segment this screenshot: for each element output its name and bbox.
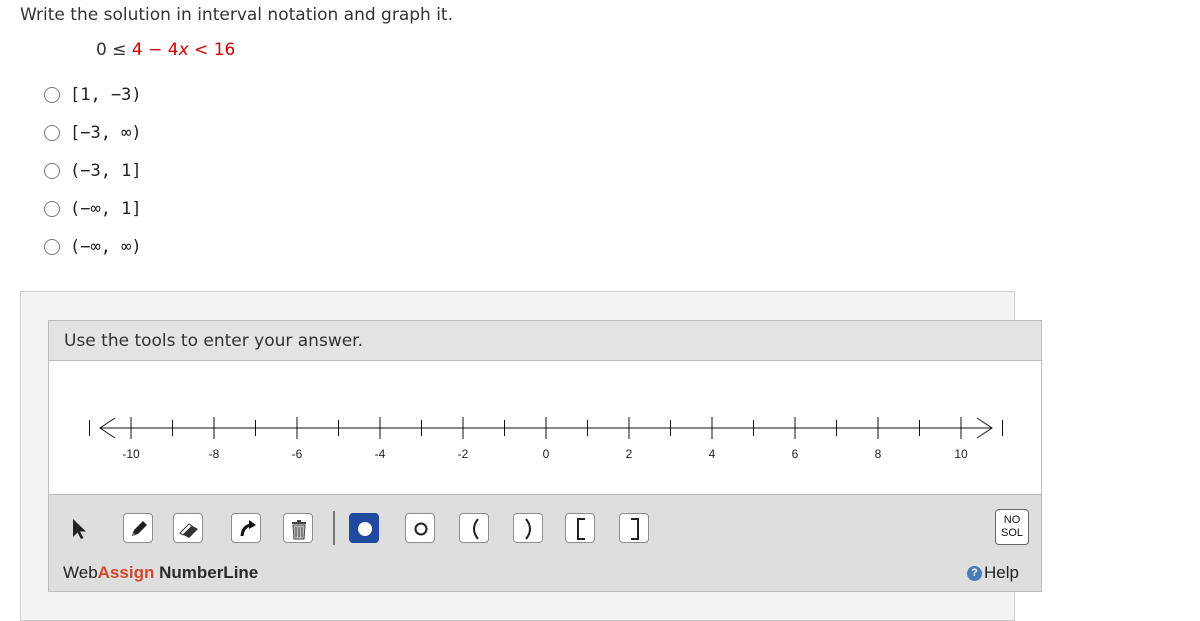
inequality — [96, 40, 235, 60]
toolbar — [49, 495, 1041, 557]
number-line[interactable] — [49, 361, 1041, 495]
numberline-tool — [48, 320, 1042, 592]
radio-button[interactable] — [44, 201, 60, 217]
tick-label: -10 — [122, 447, 140, 461]
tick-label: 10 — [954, 447, 968, 461]
number-line-area[interactable] — [49, 361, 1041, 495]
option-label: (−∞, ∞) — [70, 237, 142, 257]
tick-label: 4 — [708, 447, 716, 461]
answer-option-1[interactable] — [44, 76, 142, 114]
radio-button[interactable] — [44, 163, 60, 179]
answer-options — [44, 76, 142, 266]
toolbar-separator — [333, 511, 335, 545]
radio-button[interactable] — [44, 125, 60, 141]
left-bracket-icon — [566, 514, 596, 544]
undo-icon — [232, 514, 262, 544]
right-bracket-icon — [620, 514, 650, 544]
no-solution-button[interactable]: NO SOL — [995, 509, 1029, 545]
undo-tool[interactable] — [231, 513, 261, 543]
arrow-cursor-icon — [63, 513, 93, 543]
tick-label: 2 — [625, 447, 633, 461]
select-arrow-tool[interactable] — [63, 513, 93, 543]
help-link[interactable] — [967, 563, 1019, 583]
left-parenthesis-icon — [460, 514, 490, 544]
inequality-expression: 4 − 4x < 16 — [131, 40, 236, 60]
help-icon: ? — [967, 566, 982, 581]
left-bracket-tool[interactable] — [565, 513, 595, 543]
tick-label: -2 — [457, 447, 469, 461]
question-prompt: Write the solution in interval notation and graph it. — [20, 5, 454, 25]
help-label: Help — [984, 563, 1019, 582]
tick-label: 6 — [791, 447, 799, 461]
option-label: (−3, 1] — [70, 161, 142, 181]
tool-instructions: Use the tools to enter your answer. — [49, 321, 1041, 361]
closed-dot-icon — [350, 514, 380, 544]
right-parenthesis-tool[interactable] — [513, 513, 543, 543]
radio-button[interactable] — [44, 87, 60, 103]
webassign-numberline-logo: WebAssign NumberLine — [63, 563, 259, 582]
left-parenthesis-tool[interactable] — [459, 513, 489, 543]
eraser-tool[interactable] — [173, 513, 203, 543]
tick-label: -8 — [208, 447, 220, 461]
eraser-icon — [174, 514, 204, 544]
tick-label: -6 — [291, 447, 303, 461]
answer-option-3[interactable] — [44, 152, 142, 190]
pencil-icon — [124, 514, 154, 544]
answer-option-4[interactable] — [44, 190, 142, 228]
right-bracket-tool[interactable] — [619, 513, 649, 543]
trash-tool[interactable] — [283, 513, 313, 543]
right-parenthesis-icon — [514, 514, 544, 544]
option-label: [1, −3) — [70, 85, 142, 105]
tick-label: 8 — [874, 447, 882, 461]
closed-dot-tool[interactable] — [349, 513, 379, 543]
inequality-left: 0 ≤ — [96, 40, 132, 60]
trash-icon — [284, 514, 314, 544]
tick-label: -4 — [374, 447, 386, 461]
tick-label: 0 — [542, 447, 550, 461]
open-dot-tool[interactable] — [405, 513, 435, 543]
radio-button[interactable] — [44, 239, 60, 255]
answer-option-5[interactable] — [44, 228, 142, 266]
option-label: [−3, ∞) — [70, 123, 142, 143]
option-label: (−∞, 1] — [70, 199, 142, 219]
pencil-tool[interactable] — [123, 513, 153, 543]
answer-option-2[interactable] — [44, 114, 142, 152]
open-dot-icon — [406, 514, 436, 544]
